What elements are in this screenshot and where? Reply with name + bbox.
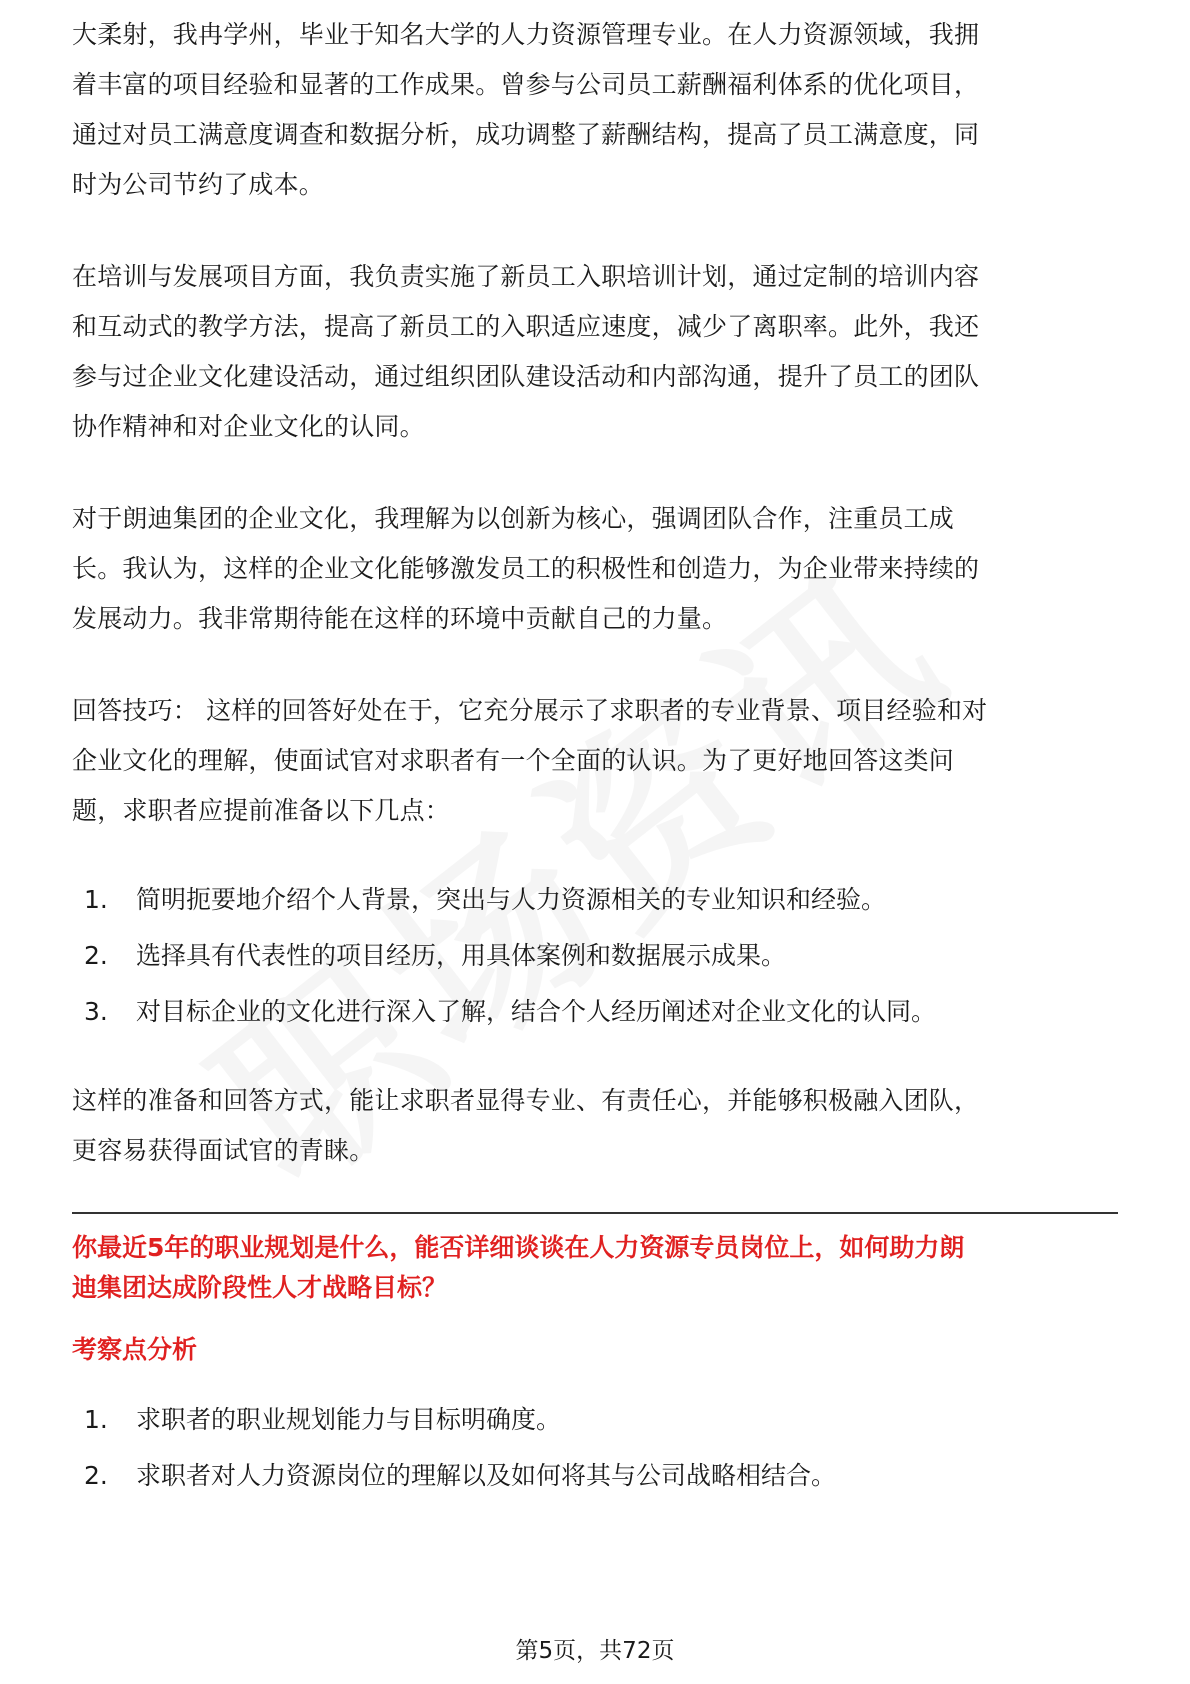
tips-list [72, 872, 1118, 1040]
text-line: 题，求职者应提前准备以下几点： [72, 796, 451, 825]
text-line: 大柔射，我冉学州，毕业于知名大学的人力资源管理专业。在人力资源领域，我拥 [72, 20, 980, 49]
list-number: 1. [84, 1405, 108, 1434]
list-item [72, 928, 1118, 984]
text-line: 和互动式的教学方法，提高了新员工的入职适应速度，减少了离职率。此外，我还 [72, 312, 980, 341]
paragraph-background [72, 10, 1118, 210]
text-line: 更容易获得面试官的青睐。 [72, 1136, 375, 1165]
list-item [72, 1392, 1118, 1448]
list-item [72, 872, 1118, 928]
page-footer: 第5页，共72页 [515, 1638, 675, 1664]
text-line: 协作精神和对企业文化的认同。 [72, 412, 425, 441]
list-number: 2. [84, 941, 108, 970]
list-text: 简明扼要地介绍个人背景，突出与人力资源相关的专业知识和经验。 [136, 885, 887, 914]
question-heading [72, 1228, 1118, 1308]
list-text: 求职者的职业规划能力与目标明确度。 [136, 1405, 562, 1434]
text-line: 发展动力。我非常期待能在这样的环境中贡献自己的力量。 [72, 604, 728, 633]
text-line: 这样的准备和回答方式，能让求职者显得专业、有责任心，并能够积极融入团队， [72, 1086, 980, 1115]
list-number: 2. [84, 1461, 108, 1490]
text-line: 企业文化的理解，使面试官对求职者有一个全面的认识。为了更好地回答这类问 [72, 746, 955, 775]
text-line: 回答技巧： 这样的回答好处在于，它充分展示了求职者的专业背景、项目经验和对 [72, 696, 988, 725]
text-line: 长。我认为，这样的企业文化能够激发员工的积极性和创造力，为企业带来持续的 [72, 554, 980, 583]
analysis-title: 考察点分析 [72, 1335, 198, 1364]
list-number: 3. [84, 997, 108, 1026]
paragraph-training [72, 252, 1118, 452]
list-text: 选择具有代表性的项目经历，用具体案例和数据展示成果。 [136, 941, 787, 970]
text-line: 对于朗迪集团的企业文化，我理解为以创新为核心，强调团队合作，注重员工成 [72, 504, 955, 533]
list-number: 1. [84, 885, 108, 914]
paragraph-culture [72, 494, 1118, 644]
text-line: 时为公司节约了成本。 [72, 170, 325, 199]
paragraph-tips [72, 686, 1118, 836]
paragraph-conclusion [72, 1076, 1118, 1176]
document-content [72, 22, 1118, 1504]
question-line: 迪集团达成阶段性人才战略目标？ [72, 1273, 448, 1302]
text-line: 着丰富的项目经验和显著的工作成果。曾参与公司员工薪酬福利体系的优化项目， [72, 70, 980, 99]
text-line: 通过对员工满意度调查和数据分析，成功调整了薪酬结构，提高了员工满意度，同 [72, 120, 980, 149]
text-line: 参与过企业文化建设活动，通过组织团队建设活动和内部沟通，提升了员工的团队 [72, 362, 980, 391]
list-item [72, 1448, 1118, 1504]
list-text: 对目标企业的文化进行深入了解，结合个人经历阐述对企业文化的认同。 [136, 997, 937, 1026]
section-divider [72, 1212, 1118, 1214]
list-text: 求职者对人力资源岗位的理解以及如何将其与公司战略相结合。 [136, 1461, 837, 1490]
analysis-list [72, 1392, 1118, 1504]
question-line: 你最近5年的职业规划是什么，能否详细谈谈在人力资源专员岗位上，如何助力朗 [72, 1233, 965, 1262]
text-line: 在培训与发展项目方面，我负责实施了新员工入职培训计划，通过定制的培训内容 [72, 262, 980, 291]
list-item [72, 984, 1118, 1040]
